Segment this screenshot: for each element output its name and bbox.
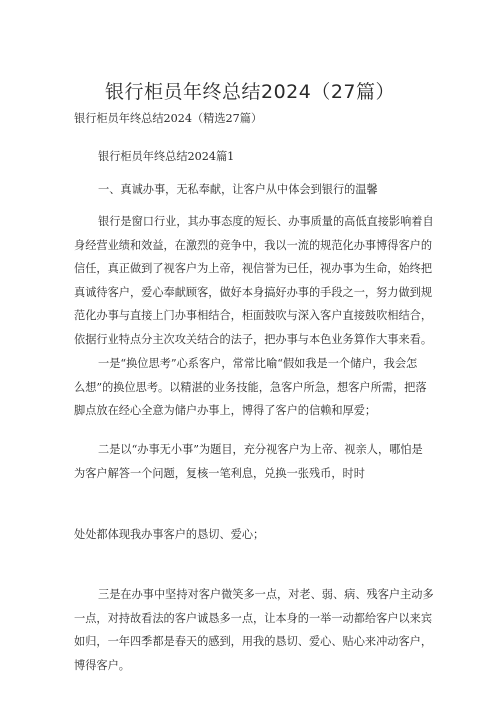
paragraph-line: 么想”的换位思考。以精湛的业务技能，急客户所急，想客户所需，把落 xyxy=(74,380,427,394)
paragraph-line: 脚点放在经心全意为储户办事上，博得了客户的信赖和厚爱； xyxy=(74,404,377,417)
paragraph-line: 银行是窗口行业，其办事态度的短长、办事质量的高低直接影响着自 xyxy=(98,215,434,228)
heading-one: 一、真诚办事，无私奉献，让客户从中体会到银行的温馨 xyxy=(98,183,378,196)
paragraph-line: 范化办事与直接上门办事相结合，柜面鼓吹与深入客户直接鼓吹相结合， xyxy=(74,309,433,322)
paragraph-line: 博得客户。 xyxy=(74,658,130,672)
paragraph-line: 二是以“办事无小事”为题目，充分视客户为上帝、视亲人，哪怕是 xyxy=(98,443,423,456)
paragraph-line: 身经营业绩和效益，在激烈的竞争中，我以一流的规范化办事博得客户的 xyxy=(74,238,433,252)
paragraph-line: 一是“换位思考”心系客户，常常比喻“假如我是一个储户，我会怎 xyxy=(98,357,418,370)
paragraph-5 xyxy=(74,583,434,677)
paragraph-line: 为客户解答一个问题，复核一笔利息，兑换一张残币，时时 xyxy=(74,466,365,480)
paragraph-line: 三是在办事中坚持对客户微笑多一点，对老、弱、病、残客户主动多 xyxy=(98,588,434,601)
document-title: 银行柜员年终总结2024（27篇） xyxy=(104,81,396,103)
paragraph-line: 信任，真正做到了视客户为上帝，视信誉为已任，视办事为生命，始终把 xyxy=(74,262,433,275)
paragraph-line: 依据行业特点分主次攻关结合的法子，把办事与本色业务算作大事来看。 xyxy=(74,332,433,346)
document-subtitle: 银行柜员年终总结2024（精选27篇） xyxy=(74,112,263,125)
section-heading: 银行柜员年终总结2024篇1 xyxy=(98,150,235,163)
paragraph-4 xyxy=(74,523,434,547)
paragraph-3 xyxy=(74,438,434,485)
paragraph-line: 处处都体现我办事客户的恳切、爱心； xyxy=(74,528,265,541)
paragraph-2 xyxy=(74,352,434,423)
paragraph-line: 一点，对持故看法的客户诚恳多一点，让本身的一举一动都给客户以来宾 xyxy=(74,611,433,625)
paragraph-1 xyxy=(74,210,434,351)
paragraph-line: 如归，一年四季都是春天的感到，用我的恳切、爱心、贴心来冲动客户， xyxy=(74,635,433,648)
paragraph-line: 真诚待客户，爱心奉献顾客，做好本身搞好办事的手段之一，努力做到规 xyxy=(74,285,433,299)
